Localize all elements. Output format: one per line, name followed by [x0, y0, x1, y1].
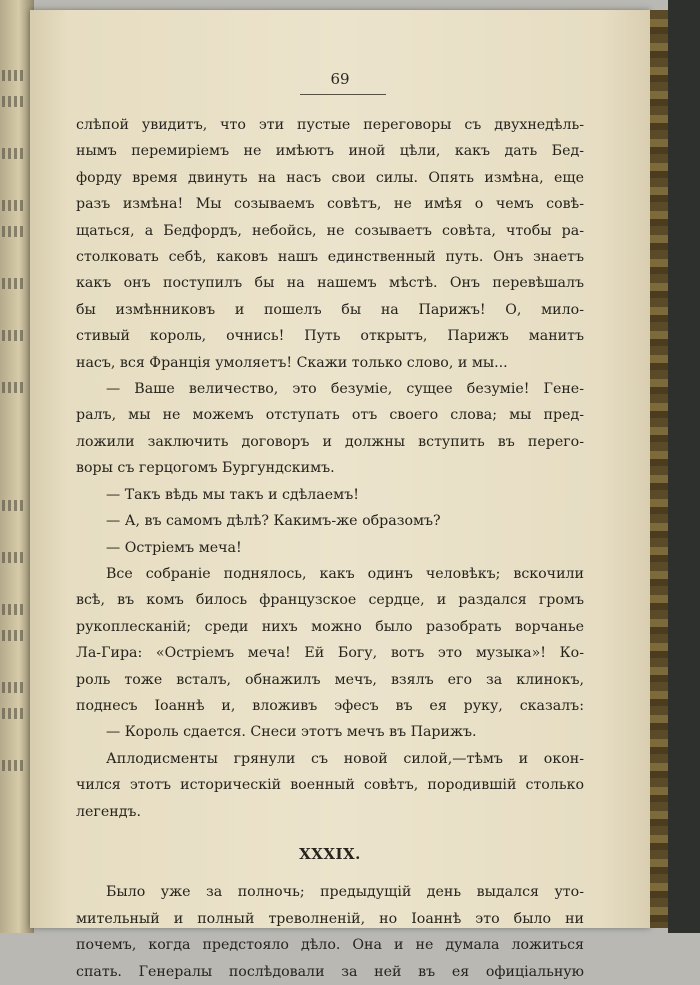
text-line: нымъ перемиріемъ не имѣютъ иной цѣли, какъ дать Бед- [76, 143, 584, 160]
text-line: чился этотъ историческій военный совѣтъ, породившій столько [76, 777, 584, 794]
left-page-text-bleed [2, 630, 26, 641]
text-line: — Такъ вѣдь мы такъ и сдѣлаемъ! [106, 486, 359, 503]
left-page-text-bleed [2, 96, 26, 107]
left-page-text-bleed [2, 500, 26, 511]
left-page-text-bleed [2, 760, 26, 771]
page-number: 69 [330, 70, 350, 88]
left-page-text-bleed [2, 278, 26, 289]
left-page-text-bleed [2, 70, 26, 81]
text-line: всѣ, въ комъ билось французское сердце, и раздался громъ [76, 592, 584, 609]
text-line: ралъ, мы не можемъ отступать отъ своего слова; мы пред- [76, 407, 584, 424]
left-page-text-bleed [2, 552, 26, 563]
text-line: — Король сдается. Снеси этотъ мечъ въ Парижъ. [106, 724, 477, 741]
text-line: — А, въ самомъ дѣлѣ? Какимъ-же образомъ? [106, 513, 441, 530]
left-page-text-bleed [2, 148, 26, 159]
text-line: — Ваше величество, это безуміе, сущее безуміе! Гене- [106, 381, 584, 398]
chapter-heading: XXXIX. [299, 844, 361, 863]
text-line: столковать себѣ, каковъ нашъ единственный путь. Онъ знаетъ [76, 249, 584, 266]
text-line: почемъ, когда предстояло дѣло. Она и не думала ложиться [76, 937, 584, 954]
text-line: насъ, вся Франція умоляетъ! Скажи только слово, и мы... [76, 354, 508, 371]
left-page-edge [0, 0, 34, 933]
text-line: мительный и полный треволненій, но Іоаннѣ это было ни [76, 910, 584, 927]
left-page-text-bleed [2, 708, 26, 719]
text-line: форду время двинуть на насъ свои силы. Опять измѣна, еще [76, 169, 584, 186]
text-line: стивый король, очнись! Путь открытъ, Парижъ манитъ [76, 328, 584, 345]
page-text [76, 112, 584, 985]
text-line: — Остріемъ меча! [106, 539, 242, 556]
text-line: слѣпой увидитъ, что эти пустые переговоры съ двухнедѣль- [76, 117, 584, 133]
text-line: поднесъ Іоаннѣ и, вложивъ эфесъ въ ея руку, сказалъ: [76, 697, 584, 714]
text-line: ложили заключить договоръ и должны вступить въ перего- [76, 433, 584, 450]
text-line: разъ измѣна! Мы созываемъ совѣтъ, не имѣя о чемъ совѣ- [76, 196, 584, 213]
page-number-rule [300, 94, 386, 95]
book-page [30, 10, 650, 980]
text-line: бы измѣнниковъ и пошелъ бы на Парижъ! О, мило- [76, 301, 584, 318]
book-spine-edge [650, 10, 668, 928]
left-page-text-bleed [2, 200, 26, 211]
text-line: спать. Генералы послѣдовали за ней въ ея офиціальную [76, 963, 584, 980]
left-page-text-bleed [2, 604, 26, 615]
text-line: Все собраніе поднялось, какъ одинъ человѣкъ; вскочили [106, 565, 584, 582]
text-line: легендъ. [76, 803, 141, 820]
text-line: Аплодисменты грянули съ новой силой,—тѣмъ и окон- [106, 750, 584, 767]
text-line: Ла-Гира: «Остріемъ меча! Ей Богу, вотъ это музыка»! Ко- [76, 645, 584, 662]
text-line: Было уже за полночь; предыдущій день выдался уто- [106, 884, 584, 901]
book-cover-edge [668, 0, 700, 933]
left-page-text-bleed [2, 682, 26, 693]
text-line: рукоплесканій; среди нихъ можно было разобрать ворчанье [76, 618, 584, 635]
text-line: роль тоже всталъ, обнажилъ мечъ, взялъ его за клинокъ, [76, 671, 584, 688]
left-page-text-bleed [2, 226, 26, 237]
text-line: щаться, а Бедфордъ, небойсь, не созываетъ совѣта, чтобы ра- [76, 222, 584, 239]
left-page-text-bleed [2, 382, 26, 393]
left-page-text-bleed [2, 330, 26, 341]
text-line: воры съ герцогомъ Бургундскимъ. [76, 460, 335, 477]
text-line: какъ онъ поступилъ бы на нашемъ мѣстѣ. Онъ перевѣшалъ [76, 275, 584, 292]
